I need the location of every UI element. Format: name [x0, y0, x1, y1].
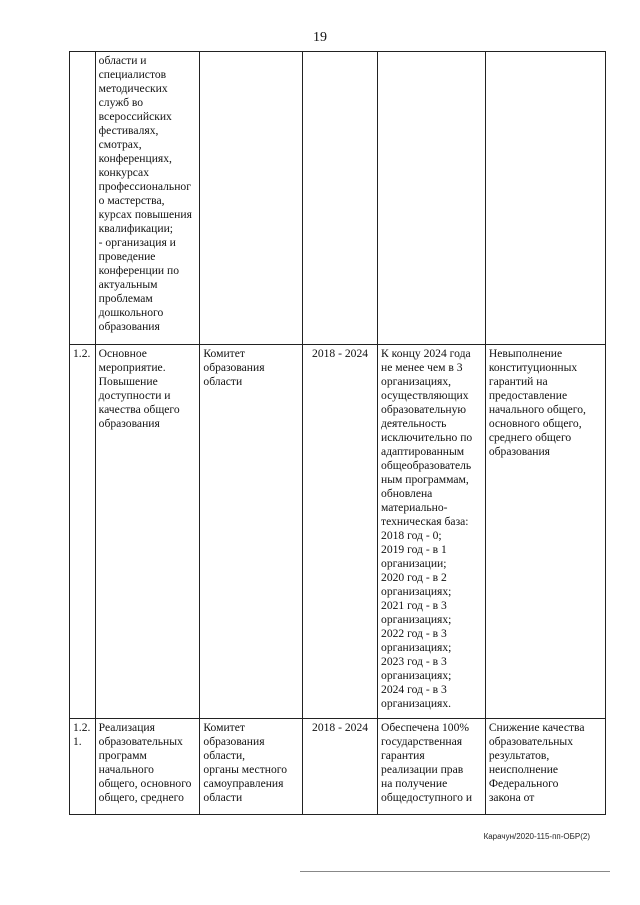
cell-period: [303, 52, 378, 345]
cell-consequence: [485, 52, 605, 345]
cell-result: Обеспечена 100% государственная гарантия реализации прав на получение общедоступного и: [378, 719, 486, 815]
footer-divider: [300, 871, 610, 872]
page-number: 19: [313, 30, 327, 45]
cell-number: 1.2. 1.: [70, 719, 96, 815]
cell-executor: Комитет образования области: [200, 345, 303, 719]
cell-result: [378, 52, 486, 345]
cell-event: Реализация образовательных программ начального общего, основного общего, среднего: [95, 719, 200, 815]
table-row: [70, 719, 606, 815]
table-row: [70, 345, 606, 719]
cell-event: области и специалистов методических служб во всероссийских фестивалях, смотрах, конференциях, конкурсах профессиональног о мастерства, курсах повышения квалификации; - организация и проведение конференции по актуальным проблемам дошкольного образования: [95, 52, 200, 345]
cell-number: 1.2.: [70, 345, 96, 719]
cell-consequence: Невыполнение конституционных гарантий на предоставление начального общего, основного общего, среднего общего образования: [485, 345, 605, 719]
cell-consequence: Снижение качества образовательных результатов, неисполнение Федерального закона от: [485, 719, 605, 815]
document-code: Карачун/2020-115-пп-ОБР(2): [483, 832, 590, 841]
program-table: [69, 51, 606, 815]
cell-result: К концу 2024 года не менее чем в 3 организациях, осуществляющих образовательную деятельность исключительно по адаптированным общеобразователь ным программам, обновлена материально- техническая база: 2018 год - 0; 2019 год - в 1 организации; 2020 год - в 2 организациях; 2021 год - в 3 организациях; 2022 год - в 3 организациях; 2023 год - в 3 организациях; 2024 год - в 3 организациях.: [378, 345, 486, 719]
cell-event: Основное мероприятие. Повышение доступности и качества общего образования: [95, 345, 200, 719]
cell-period: 2018 - 2024: [303, 345, 378, 719]
cell-executor: Комитет образования области, органы местного самоуправления области: [200, 719, 303, 815]
cell-period: 2018 - 2024: [303, 719, 378, 815]
table-row: [70, 52, 606, 345]
cell-executor: [200, 52, 303, 345]
cell-number: [70, 52, 96, 345]
